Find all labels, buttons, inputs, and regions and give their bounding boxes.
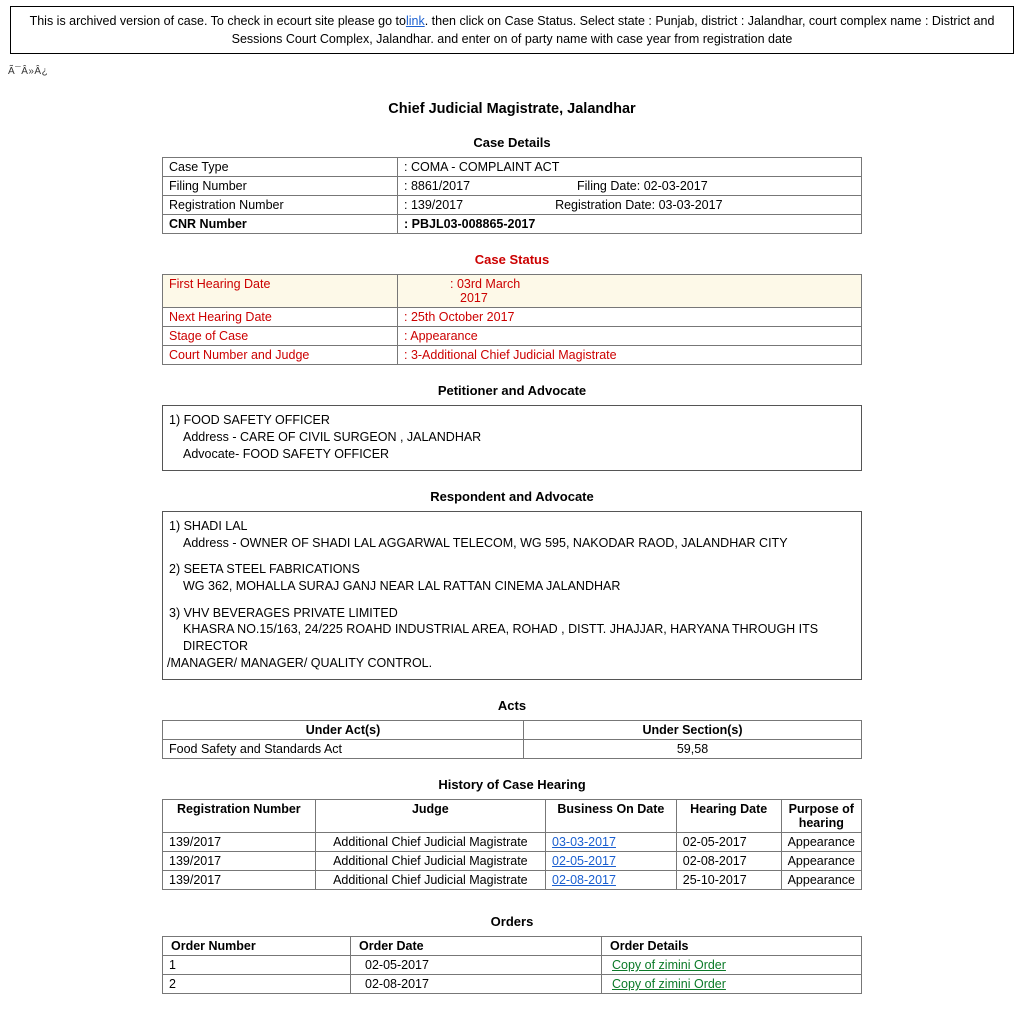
- history-hearing-date: 02-08-2017: [676, 852, 781, 871]
- registration-number-text: : 139/2017: [404, 198, 464, 213]
- filing-number-value: [398, 177, 862, 196]
- table-row: [163, 833, 862, 852]
- case-type-text: : COMA - COMPLAINT ACT: [404, 160, 560, 175]
- order-number: 1: [163, 956, 351, 975]
- orders-col-details: Order Details: [602, 937, 862, 956]
- petitioner-address: Address - CARE OF CIVIL SURGEON , JALANDHAR: [183, 429, 482, 444]
- history-judge: Additional Chief Judicial Magistrate: [315, 852, 545, 871]
- history-col-registration-number: Registration Number: [163, 800, 316, 833]
- history-business-date-cell[interactable]: [546, 871, 677, 890]
- act-section-cell: 59,58: [524, 740, 862, 759]
- ecourt-link[interactable]: link: [405, 14, 425, 28]
- history-col-judge: Judge: [315, 800, 545, 833]
- registration-number-label: Registration Number: [163, 196, 398, 215]
- table-row: [163, 196, 862, 215]
- respondent-3-address-continued: /MANAGER/ MANAGER/ QUALITY CONTROL.: [167, 655, 433, 670]
- history-business-date-cell[interactable]: [546, 852, 677, 871]
- order-copy-link[interactable]: Copy of zimini Order: [612, 977, 726, 992]
- history-col-business-on-date: Business On Date: [546, 800, 677, 833]
- history-judge: Additional Chief Judicial Magistrate: [315, 833, 545, 852]
- petitioner-advocate: Advocate- FOOD SAFETY OFFICER: [183, 446, 390, 461]
- history-table: [162, 799, 862, 890]
- table-row: [163, 956, 862, 975]
- business-on-date-link[interactable]: 02-05-2017: [552, 854, 616, 869]
- respondent-heading: Respondent and Advocate: [430, 489, 594, 505]
- cnr-number-label: CNR Number: [163, 215, 398, 234]
- table-row: [163, 177, 862, 196]
- orders-col-date: Order Date: [351, 937, 602, 956]
- filing-number-label: Filing Number: [163, 177, 398, 196]
- respondent-3-name: 3) VHV BEVERAGES PRIVATE LIMITED: [169, 605, 398, 620]
- history-hearing-date: 25-10-2017: [676, 871, 781, 890]
- history-judge: Additional Chief Judicial Magistrate: [315, 871, 545, 890]
- history-purpose: Appearance: [781, 852, 861, 871]
- stage-of-case-value: : Appearance: [398, 327, 862, 346]
- orders-col-number: Order Number: [163, 937, 351, 956]
- history-col-hearing-date: Hearing Date: [676, 800, 781, 833]
- archive-notice-banner: [10, 6, 1014, 54]
- table-row: [163, 308, 862, 327]
- list-item: [167, 412, 857, 462]
- act-name-cell: Food Safety and Standards Act: [163, 740, 524, 759]
- first-hearing-date-text: : 03rd March: [450, 277, 521, 292]
- list-item: [167, 518, 857, 551]
- order-copy-link[interactable]: Copy of zimini Order: [612, 958, 726, 973]
- table-row: [163, 275, 862, 308]
- respondent-box: [162, 511, 862, 680]
- table-row: [163, 158, 862, 177]
- case-details-table: [162, 157, 862, 234]
- first-hearing-year-text: 2017: [460, 291, 488, 306]
- next-hearing-date-value: : 25th October 2017: [398, 308, 862, 327]
- list-item: [167, 561, 857, 594]
- respondent-1-name: 1) SHADI LAL: [169, 519, 248, 534]
- under-sections-column-header: Under Section(s): [524, 721, 862, 740]
- order-details-cell[interactable]: [602, 975, 862, 994]
- case-status-heading: Case Status: [474, 252, 550, 268]
- table-row: [163, 871, 862, 890]
- table-header-row: [163, 800, 862, 833]
- business-on-date-link[interactable]: 02-08-2017: [552, 873, 616, 888]
- business-on-date-link[interactable]: 03-03-2017: [552, 835, 616, 850]
- filing-date-text: Filing Date: 02-03-2017: [577, 179, 708, 194]
- case-type-label: Case Type: [163, 158, 398, 177]
- history-hearing-date: 02-05-2017: [676, 833, 781, 852]
- history-registration-number: 139/2017: [163, 833, 316, 852]
- respondent-3-address: KHASRA NO.15/163, 24/225 ROAHD INDUSTRIAL AREA, ROHAD , DISTT. JHAJJAR, HARYANA THROUGH ITS DIRECTOR: [183, 622, 819, 653]
- table-row: [163, 327, 862, 346]
- history-purpose: Appearance: [781, 871, 861, 890]
- orders-table: [162, 936, 862, 994]
- page-bottom-spacer: [0, 994, 1024, 1034]
- stage-of-case-label: Stage of Case: [163, 327, 398, 346]
- archive-notice-text-after: . then click on Case Status. Select state : Punjab, district : Jalandhar, court complex name : District and Sessions Court Complex, Jalandhar. and enter on of party name with case year from registration date: [231, 14, 995, 47]
- history-heading: History of Case Hearing: [438, 777, 586, 793]
- respondent-1-address: Address - OWNER OF SHADI LAL AGGARWAL TELECOM, WG 595, NAKODAR RAOD, JALANDHAR CITY: [183, 535, 788, 550]
- table-row: [163, 346, 862, 365]
- table-row: [163, 852, 862, 871]
- next-hearing-date-label: Next Hearing Date: [163, 308, 398, 327]
- acts-table: [162, 720, 862, 759]
- history-registration-number: 139/2017: [163, 852, 316, 871]
- history-business-date-cell[interactable]: [546, 833, 677, 852]
- court-number-judge-label: Court Number and Judge: [163, 346, 398, 365]
- case-details-heading: Case Details: [473, 135, 551, 151]
- table-row: [163, 975, 862, 994]
- cnr-number-value: : PBJL03-008865-2017: [398, 215, 862, 234]
- list-item: [167, 605, 857, 672]
- history-purpose: Appearance: [781, 833, 861, 852]
- petitioner-box: [162, 405, 862, 471]
- orders-heading: Orders: [490, 914, 534, 930]
- order-date: 02-08-2017: [351, 975, 602, 994]
- under-acts-column-header: Under Act(s): [163, 721, 524, 740]
- filing-number-text: : 8861/2017: [404, 179, 471, 194]
- order-details-cell[interactable]: [602, 956, 862, 975]
- respondent-2-name: 2) SEETA STEEL FABRICATIONS: [169, 562, 360, 577]
- case-status-table: [162, 274, 862, 365]
- table-header-row: [163, 721, 862, 740]
- order-date: 02-05-2017: [351, 956, 602, 975]
- table-header-row: [163, 937, 862, 956]
- petitioner-heading: Petitioner and Advocate: [437, 383, 587, 399]
- court-number-judge-value: : 3-Additional Chief Judicial Magistrate: [398, 346, 862, 365]
- acts-heading: Acts: [497, 698, 527, 714]
- order-number: 2: [163, 975, 351, 994]
- table-row: [163, 740, 862, 759]
- respondent-2-address: WG 362, MOHALLA SURAJ GANJ NEAR LAL RATTAN CINEMA JALANDHAR: [183, 579, 621, 593]
- archive-notice-text-before: This is archived version of case. To check in ecourt site please go to: [29, 14, 406, 28]
- petitioner-name: 1) FOOD SAFETY OFFICER: [169, 413, 330, 428]
- page-title: Chief Judicial Magistrate, Jalandhar: [388, 101, 636, 118]
- registration-date-text: Registration Date: 03-03-2017: [555, 198, 723, 213]
- history-col-purpose: Purpose of hearing: [781, 800, 861, 833]
- case-status-page: [0, 6, 1024, 1034]
- encoding-artifact-text: Ã¯Â»Â¿: [8, 66, 49, 78]
- case-type-value: [398, 158, 862, 177]
- table-row: [163, 215, 862, 234]
- first-hearing-date-value: [398, 275, 862, 308]
- registration-number-value: [398, 196, 862, 215]
- history-registration-number: 139/2017: [163, 871, 316, 890]
- first-hearing-date-label: First Hearing Date: [163, 275, 398, 308]
